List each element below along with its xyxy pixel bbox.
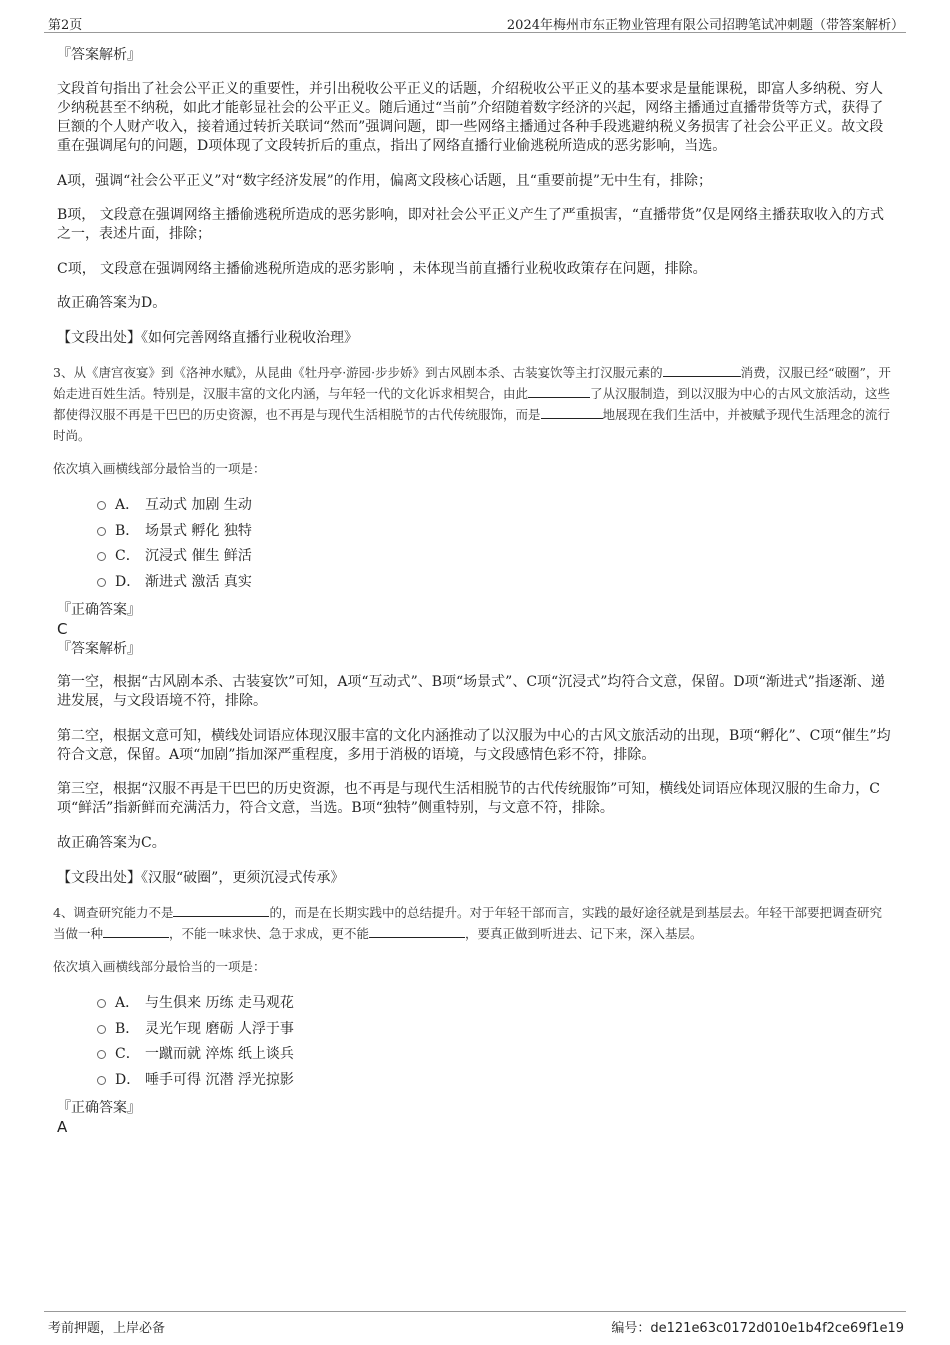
fill-blank-1 (173, 903, 269, 917)
option-d[interactable] (97, 1068, 892, 1094)
option-text: 与生俱来 历练 走马观花 (145, 995, 294, 1011)
document-code (611, 1317, 904, 1336)
radio-button[interactable] (97, 999, 106, 1008)
radio-button[interactable] (97, 1076, 106, 1085)
option-a[interactable] (97, 991, 892, 1017)
analysis-label: 『答案解析』 (57, 641, 141, 657)
analysis-paragraph: 第三空，根据“汉服不再是干巴巴的历史资源，也不再是与现代生活相脱节的古代传统服饰”可知，横线处词语应体现汉服的生命力，C项“鲜活”指新鲜而充满活力，符合文意，当选。B项“独特”侧重特别，与文意不符，排除。 (57, 781, 881, 816)
fill-blank-2 (528, 384, 590, 398)
analysis-paragraph: 第二空，根据文意可知，横线处词语应体现汉服丰富的文化内涵推动了以汉服为中心的古风文旅活动的出现，B项“孵化”、C项“催生”均符合文意，保留。A项“加剧”指加深严重程度，多用于消极的语境，与文段感情色彩不符，排除。 (57, 728, 891, 763)
option-letter: B． (115, 522, 140, 539)
question-text-segment: ，要真正做到听进去、记下来，深入基层。 (465, 926, 703, 941)
question-4-options (57, 991, 892, 1093)
page-content (53, 44, 892, 1136)
question-text-segment: ，不能一味求快、急于求成，更不能 (169, 926, 370, 941)
option-letter: A． (115, 497, 140, 513)
question-text-segment: 了从汉服制造，到以汉服为中心的古风文旅活动，这些都使得汉服不再是干巴巴的历史资源，也不再是与现代生活相脱节的古代传统服饰，而是 (53, 386, 891, 422)
option-letter: D． (115, 1071, 141, 1088)
option-letter: A． (115, 995, 140, 1011)
fill-blank-3 (369, 924, 465, 938)
option-letter: B． (115, 1020, 140, 1037)
code-value: de121e63c0172d010e1b4f2ce69f1e19 (650, 1321, 904, 1336)
option-letter: C． (115, 548, 140, 564)
radio-button[interactable] (97, 1050, 106, 1059)
analysis-paragraph: 文段首句指出了社会公平正义的重要性，并引出税收公平正义的话题，介绍税收公平正义的基本要求是量能课税，即富人多纳税、穷人少纳税甚至不纳税，如此才能彰显社会的公平正义。随后通过“当前”介绍随着数字经济的兴起，网络主播通过直播带货等方式，获得了巨额的个人财产收入，接着通过转折关联词“然而”强调问题，即一些网络主播通过各种手段逃避纳税义务损害了社会公平正义。故文段重在强调尾句的问题，D项体现了文段转折后的重点，指出了网络直播行业偷逃税所造成的恶劣影响，当选。 (57, 81, 884, 154)
analysis-paragraph: C项， 文段意在强调网络主播偷逃税所造成的恶劣影响 ，未体现当前直播行业税收政策存在问题，排除。 (57, 261, 707, 277)
analysis-paragraph: A项，强调“社会公平正义”对“数字经济发展”的作用，偏离文段核心话题，且“重要前提”无中生有，排除； (57, 173, 713, 189)
document-title: 2024年梅州市东正物业管理有限公司招聘笔试冲刺题（带答案解析） (506, 18, 904, 33)
footer-slogan: 考前押题，上岸必备 (48, 1321, 166, 1336)
radio-button[interactable] (97, 578, 106, 587)
fill-blank-2 (103, 924, 169, 938)
radio-button[interactable] (97, 1025, 106, 1034)
question-3-options (57, 493, 892, 595)
correct-answer-label: 『正确答案』 (57, 602, 141, 618)
correct-answer-value: A (57, 1118, 68, 1136)
analysis-paragraph: 第一空，根据“古风剧本杀、古装宴饮”可知，A项“互动式”、B项“场景式”、C项“沉浸式”均符合文意，保留。D项“渐进式”指逐渐、递进发展，与文段语境不符，排除。 (57, 674, 885, 709)
page-header (44, 12, 906, 33)
correct-answer-label: 『正确答案』 (57, 1100, 141, 1116)
source-citation: 【文段出处】《汉服“破圈”，更须沉浸式传承》 (57, 870, 345, 886)
option-c[interactable] (97, 1042, 892, 1068)
option-text: 唾手可得 沉潜 浮光掠影 (145, 1071, 294, 1088)
radio-button[interactable] (97, 501, 106, 510)
option-b[interactable] (97, 1017, 892, 1043)
option-c[interactable] (97, 544, 892, 570)
option-text: 一蹴而就 淬炼 纸上谈兵 (145, 1046, 294, 1062)
option-text: 场景式 孵化 独特 (145, 522, 252, 539)
option-letter: D． (115, 573, 141, 590)
question-text-segment: 地展现在我们生活中，并被赋予现代生活理念的流行时尚。 (53, 407, 891, 443)
question-text-segment: 的，而是在长期实践中的总结提升。对于年轻干部而言，实践的最好途径就是到基层去。年轻干部要把调查研究当做一种 (53, 905, 882, 941)
option-letter: C． (115, 1046, 140, 1062)
question-prompt: 依次填入画横线部分最恰当的一项是： (53, 959, 266, 974)
fill-blank-3 (541, 405, 603, 419)
answer-conclusion: 故正确答案为D。 (57, 295, 167, 311)
option-d[interactable] (97, 570, 892, 596)
correct-answer-value: C (57, 620, 68, 638)
source-citation: 【文段出处】《如何完善网络直播行业税收治理》 (57, 330, 358, 346)
option-text: 互动式 加剧 生动 (145, 497, 252, 513)
option-a[interactable] (97, 493, 892, 519)
analysis-paragraph: B项， 文段意在强调网络主播偷逃税所造成的恶劣影响，即对社会公平正义产生了严重损害，“直播带货”仅是网络主播获取收入的方式之一，表述片面，排除； (57, 207, 885, 242)
question-3-text (53, 362, 892, 446)
question-text-segment: 3、从《唐宫夜宴》到《洛神水赋》，从昆曲《牡丹亭·游园·步步娇》到古风剧本杀、古装宴饮等主打汉服元素的 (53, 365, 663, 380)
radio-button[interactable] (97, 527, 106, 536)
question-prompt: 依次填入画横线部分最恰当的一项是： (53, 461, 266, 476)
option-text: 灵光乍现 磨砺 人浮于事 (145, 1020, 294, 1037)
page-number: 第2页 (48, 18, 83, 33)
code-label: 编号： (611, 1321, 651, 1336)
fill-blank-1 (663, 363, 741, 377)
answer-conclusion: 故正确答案为C。 (57, 835, 166, 851)
analysis-label: 『答案解析』 (57, 47, 141, 63)
option-text: 渐进式 激活 真实 (145, 573, 252, 590)
option-b[interactable] (97, 519, 892, 545)
radio-button[interactable] (97, 552, 106, 561)
page-footer (44, 1311, 906, 1338)
question-text-segment: 4、调查研究能力不是 (53, 905, 174, 920)
option-text: 沉浸式 催生 鲜活 (145, 548, 252, 564)
question-text-segment: 消费，汉服已经“破圈”，开始走进百姓生活。特别是，汉服丰富的文化内涵，与年轻一代的文化诉求相契合，由此 (53, 365, 891, 401)
question-4-text (53, 902, 892, 944)
